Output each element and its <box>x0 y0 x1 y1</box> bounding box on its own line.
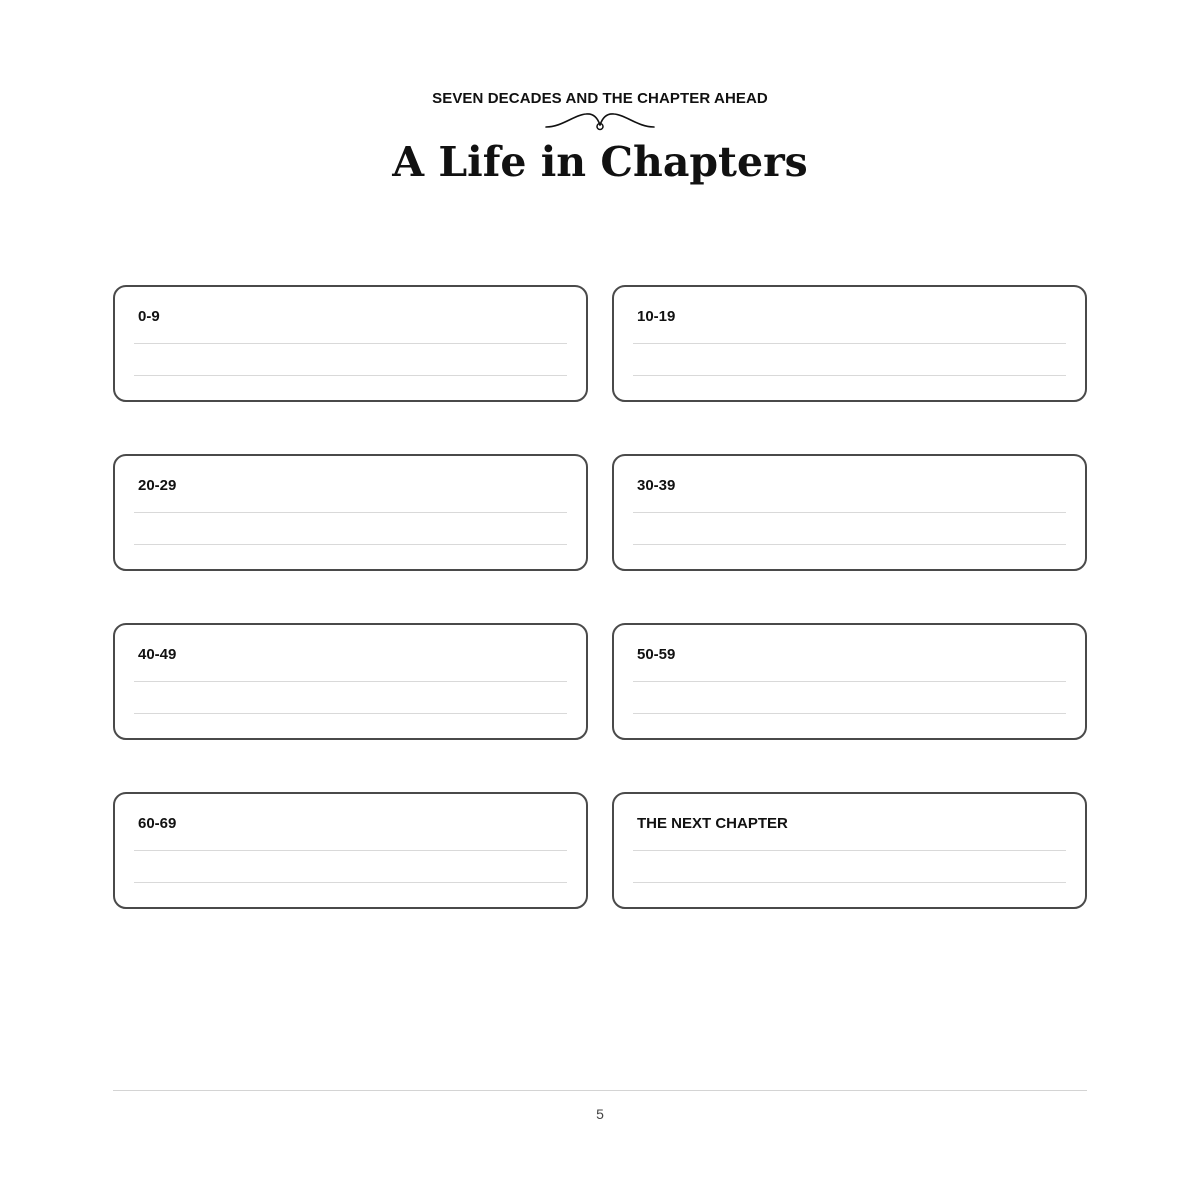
writing-line <box>633 544 1066 545</box>
chapter-box-next-chapter[interactable] <box>612 792 1087 909</box>
writing-line <box>633 850 1066 851</box>
chapter-label: THE NEXT CHAPTER <box>637 815 788 832</box>
writing-line <box>134 343 567 344</box>
chapter-label: 60-69 <box>138 815 177 832</box>
flourish-ornament-icon <box>540 107 660 133</box>
chapter-box-10-19[interactable] <box>612 285 1087 402</box>
writing-line <box>633 512 1066 513</box>
writing-line <box>134 375 567 376</box>
page-eyebrow: SEVEN DECADES AND THE CHAPTER AHEAD <box>432 90 768 107</box>
chapter-label: 40-49 <box>138 646 177 663</box>
chapter-box-40-49[interactable] <box>113 623 588 740</box>
chapter-box-30-39[interactable] <box>612 454 1087 571</box>
writing-line <box>633 375 1066 376</box>
footer-divider <box>113 1090 1087 1091</box>
writing-line <box>633 882 1066 883</box>
chapter-box-50-59[interactable] <box>612 623 1087 740</box>
writing-line <box>134 850 567 851</box>
chapter-label: 20-29 <box>138 477 177 494</box>
writing-line <box>134 713 567 714</box>
writing-line <box>134 681 567 682</box>
writing-line <box>633 681 1066 682</box>
writing-line <box>633 343 1066 344</box>
chapter-label: 10-19 <box>637 308 676 325</box>
chapter-label: 30-39 <box>637 477 676 494</box>
writing-line <box>633 713 1066 714</box>
page-number: 5 <box>596 1106 604 1122</box>
chapter-label: 50-59 <box>637 646 676 663</box>
chapter-label: 0-9 <box>138 308 160 325</box>
writing-line <box>134 882 567 883</box>
chapter-box-60-69[interactable] <box>113 792 588 909</box>
writing-line <box>134 512 567 513</box>
writing-line <box>134 544 567 545</box>
chapter-box-0-9[interactable] <box>113 285 588 402</box>
page-title: A Life in Chapters <box>392 138 808 186</box>
chapter-box-20-29[interactable] <box>113 454 588 571</box>
